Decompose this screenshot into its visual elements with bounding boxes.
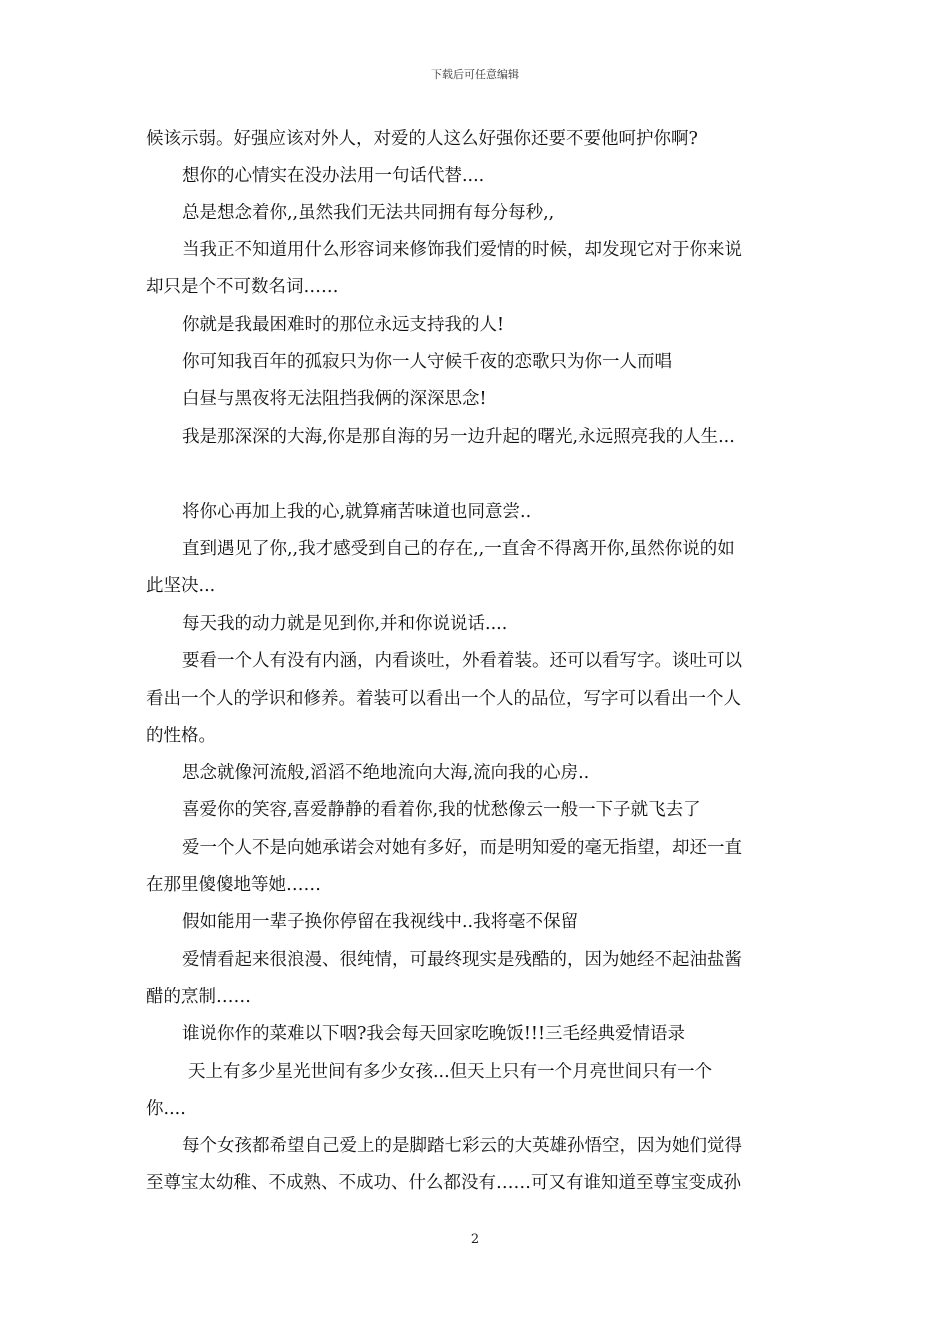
text-line: 你.... [146, 1099, 186, 1119]
text-line: 候该示弱。好强应该对外人，对爱的人这么好强你还要不要他呵护你啊? [146, 129, 698, 149]
text-line: 想你的心情实在没办法用一句话代替.... [182, 166, 485, 186]
text-line: 总是想念着你,,虽然我们无法共同拥有每分每秒,, [182, 203, 555, 223]
text-line: 至尊宝太幼稚、不成熟、不成功、什么都没有……可又有谁知道至尊宝变成孙 [146, 1173, 741, 1193]
text-line: 我是那深深的大海,你是那自海的另一边升起的曙光,永远照亮我的人生... [182, 427, 735, 447]
text-line: 爱一个人不是向她承诺会对她有多好，而是明知爱的毫无指望，却还一直 [182, 838, 742, 858]
text-line: 看出一个人的学识和修养。着装可以看出一个人的品位，写字可以看出一个人 [146, 689, 741, 709]
text-line: 喜爱你的笑容,喜爱静静的看着你,我的忧愁像云一般一下子就飞去了 [182, 800, 701, 820]
text-line: 每个女孩都希望自己爱上的是脚踏七彩云的大英雄孙悟空，因为她们觉得 [182, 1136, 742, 1156]
text-line: 每天我的动力就是见到你,并和你说说话.... [182, 614, 508, 634]
text-line: 此坚决... [146, 576, 216, 596]
text-line: 在那里傻傻地等她…… [146, 875, 321, 895]
page-number: 2 [470, 1232, 480, 1247]
text-line: 爱情看起来很浪漫、很纯情，可最终现实是残酷的，因为她经不起油盐酱 [182, 950, 742, 970]
text-line: 谁说你作的菜难以下咽?我会每天回家吃晚饭!!!三毛经典爱情语录 [182, 1024, 685, 1044]
text-line: 当我正不知道用什么形容词来修饰我们爱情的时候，却发现它对于你来说 [182, 240, 742, 260]
text-line: 却只是个不可数名词…… [146, 277, 339, 297]
page-header: 下载后可任意编辑 [431, 68, 519, 81]
text-line: 要看一个人有没有内涵，内看谈吐，外看着装。还可以看写字。谈吐可以 [182, 651, 742, 671]
text-line: 醋的烹制…… [146, 987, 251, 1007]
text-line: 天上有多少星光世间有多少女孩...但天上只有一个月亮世间只有一个 [188, 1062, 713, 1082]
text-line: 白昼与黑夜将无法阻挡我俩的深深思念! [182, 389, 487, 409]
text-line: 将你心再加上我的心,就算痛苦味道也同意尝.. [182, 502, 532, 522]
text-line: 思念就像河流般,滔滔不绝地流向大海,流向我的心房.. [182, 763, 590, 783]
text-line: 假如能用一辈子换你停留在我视线中..我将毫不保留 [182, 912, 579, 932]
text-line: 你就是我最困难时的那位永远支持我的人! [182, 315, 505, 335]
text-line: 的性格。 [146, 726, 216, 746]
text-line: 你可知我百年的孤寂只为你一人守候千夜的恋歌只为你一人而唱 [182, 352, 672, 372]
text-line: 直到遇见了你,,我才感受到自己的存在,,一直舍不得离开你,虽然你说的如 [182, 539, 735, 559]
